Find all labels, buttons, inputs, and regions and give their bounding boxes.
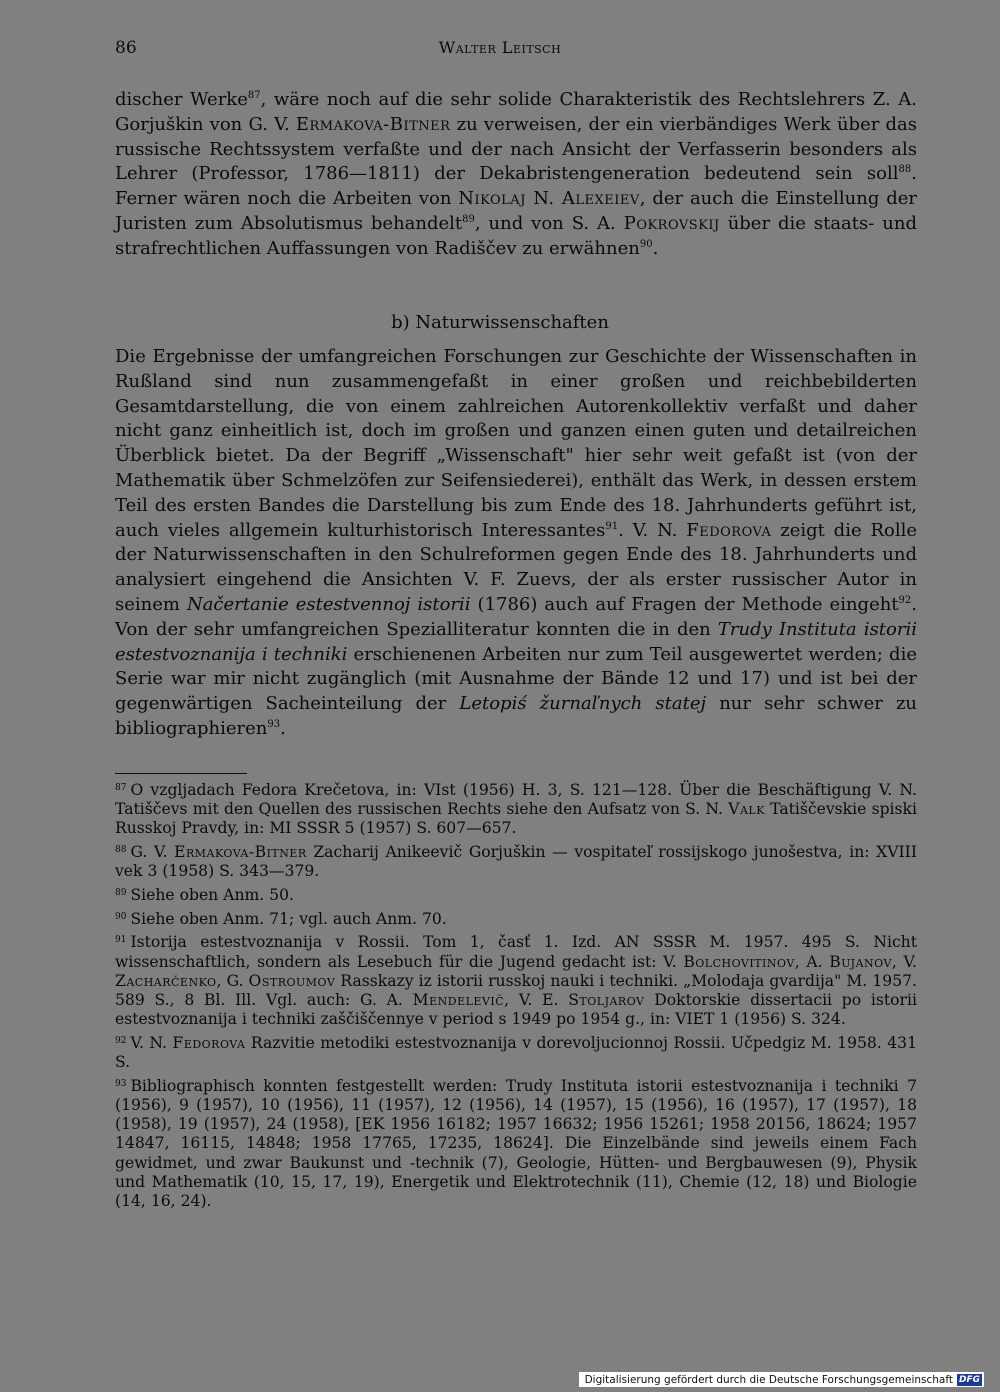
running-head: Walter Leitsch [438,38,562,57]
footnote-90: $^{90}$ Siehe oben Anm. 71; vgl. auch Anm. 70. [115,909,447,928]
footnote-ref-89[interactable]: 89 [462,213,475,225]
footnote-89: $^{89}$ Siehe oben Anm. 50. [115,886,294,905]
footnote-ref-90[interactable]: 90 [639,238,653,250]
footnotes [115,781,917,1216]
section-heading: b) Naturwissenschaften [391,312,609,333]
paragraph-law: discher Werke$^{87}$, wäre noch auf die sehr solide Charakteristik des Rechtslehrers Z. A. Gorjuškin von G. V. Ermakova-Bitner zu verweisen, der ein vierbändiges Werk über das russische Rechtssystem verfaßte und der nach Ansicht der Verfasserin besonders als Lehrer (Professor, 1786—1811) der Dekabristengeneration bedeutend sein soll$^{88}$. Ferner wären noch die Arbeiten von Nikolaj N. Alexeiev, der auch die Einstellung der Juristen zum Absolutismus behandelt$^{89}$, und von S. A. Pokrovskij über die staats- und strafrechtlichen Auffassungen von Radiščev zu erwähnen$^{90}$. [115,89,918,259]
digitization-credit [579,1372,984,1387]
dfg-logo-icon[interactable]: DFG [958,1374,980,1385]
work-title: Načertanie estestvennoj istorii [186,593,471,615]
footnote-ref-91[interactable]: 91 [605,520,619,532]
footnote-93: $^{93}$ Bibliographisch konnten festgestellt werden: Trudy Instituta istorii estestvoznanija i techniki 7 (1956), 9 (1957), 10 (1956), 11 (1957), 12 (1956), 14 (1957), 15 (1956), 16 (1957), 17 (1957), 18 (1958), 19 (1957), 24 (1958), [EK 1956 16182; 1957 16632; 1956 15261; 1958 20156, 18624; 1957 14847, 16115, 14848; 1958 17765, 17235, 18624]. Die Einzelbände sind jeweils einem Fach gewidmet, und zwar Baukunst und -technik (7), Geologie, Hütten- und Bergbauwesen (9), Physik und Mathematik (10, 15, 17, 19), Energetik und Elektrotechnik (11), Chemie (12, 18) und Biologie (14, 16, 24). [115,1076,917,1211]
paragraph-natural-sciences: Die Ergebnisse der umfangreichen Forschungen zur Geschichte der Wissenschaften in Rußland sind nun zusammengefaßt in einer großen und reichbebilderten Gesamtdarstellung, die von einem zahlreichen Autorenkollektiv verfaßt und daher nicht ganz einheitlich ist, doch im großen und ganzen einen guten und detailreichen Überblick bietet. Da der Begriff „Wissenschaft" hier sehr weit gefaßt ist (von der Mathematik über Schmelzöfen zur Seifensiederei), enthält das Werk, in dessen erstem Teil des ersten Bandes die Darstellung bis zum Ende des 18. Jahrhunderts geführt ist, auch vieles allgemein kulturhistorisch Interessantes$^{91}$. V. N. Fedorova zeigt die Rolle der Naturwissenschaften in den Schulreformen gegen Ende des 18. Jahrhunderts und analysiert eingehend die Ansichten V. F. Zuevs, der als erster russischer Autor in seinem Načertanie estestvennoj istorii (1786) auch auf Fragen der Methode eingeht$^{92}$. Von der sehr umfangreichen Spezialliteratur konnten die in den Trudy Instituta istorii estestvoznanija i techniki erschienenen Arbeiten nur zum Teil ausgewertet werden; die Serie war mir nicht zugänglich (mit Ausnahme der Bände 12 und 17) und ist bei der gegenwärtigen Sacheinteilung der Letopiś žurnaľnych statej nur sehr schwer zu bibliographieren$^{93}$. [115,346,918,739]
author-name: Pokrovskij [623,212,720,234]
footnote-ref-88[interactable]: 88 [898,164,912,176]
footnote-ref-93[interactable]: 93 [267,718,281,730]
author-name: Nikolaj N. Alexeiev [458,188,640,210]
page-number: 86 [115,38,137,58]
author-name: Fedorova [686,519,772,541]
author-name: Ermakova-Bitner [295,113,451,135]
footnote-91: $^{91}$ Istorija estestvoznanija v Rossii. Tom 1, časť 1. Izd. AN SSSR M. 1957. 495 S. Nicht wissenschaftlich, sondern als Lesebuch für die Jugend gedacht ist: V. Bolchovitinov, A. Bujanov, V. Zacharčenko, G. Ostroumov Rasskazy iz istorii russkoj nauki i techniki. „Molodaja gvardija" M. 1957. 589 S., 8 Bl. Ill. Vgl. auch: G. A. Mendelevič, V. E. Stoljarov Doktorskie dissertacii po istorii estestvoznanija i techniki zaščiščennye v period s 1949 po 1954 g., in: VIET 1 (1956) S. 324. [115,933,917,1029]
work-title: Letopiś žurnaľnych statej [459,693,707,715]
footnote-87: $^{87}$ O vzgljadach Fedora Krečetova, in: VIst (1956) H. 3, S. 121—128. Über die Beschäftigung V. N. Tatiščevs mit den Quellen des russischen Rechts siehe den Aufsatz von S. N. Valk Tatiščevskie spiski Russkoj Pravdy, in: MI SSSR 5 (1957) S. 607—657. [115,781,917,838]
footnote-separator [115,773,247,774]
work-title: Trudy Instituta istorii estestvoznanija i techniki [115,618,917,665]
footnote-ref-87[interactable]: 87 [247,90,261,101]
footnote-ref-92[interactable]: 92 [898,594,912,606]
credit-text: Digitalisierung gefördert durch die Deutsche Forschungsgemeinschaft [584,1373,953,1386]
footnote-88: $^{88}$ G. V. Ermakova-Bitner Zacharij Anikeevič Gorjuškin — vospitateľ rossijskogo junošestva, in: XVIII vek 3 (1958) S. 343—379. [115,843,918,881]
footnote-92: $^{92}$ V. N. Fedorova Razvitie metodiki estestvoznanija v dorevoljucionnoj Rossii. Učpedgiz M. 1958. 431 S. [115,1033,918,1072]
